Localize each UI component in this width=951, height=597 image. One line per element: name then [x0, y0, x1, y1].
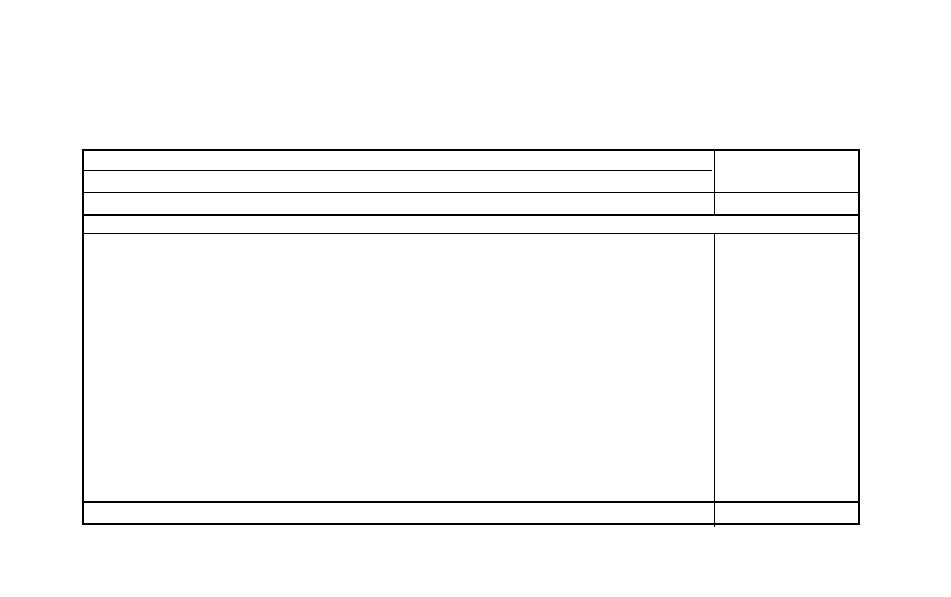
divider [714, 233, 715, 527]
divider [84, 233, 858, 234]
divider [714, 151, 715, 215]
divider [84, 214, 858, 216]
divider [84, 192, 858, 193]
divider [84, 170, 712, 171]
divider [84, 501, 858, 503]
expense-table [82, 149, 860, 525]
